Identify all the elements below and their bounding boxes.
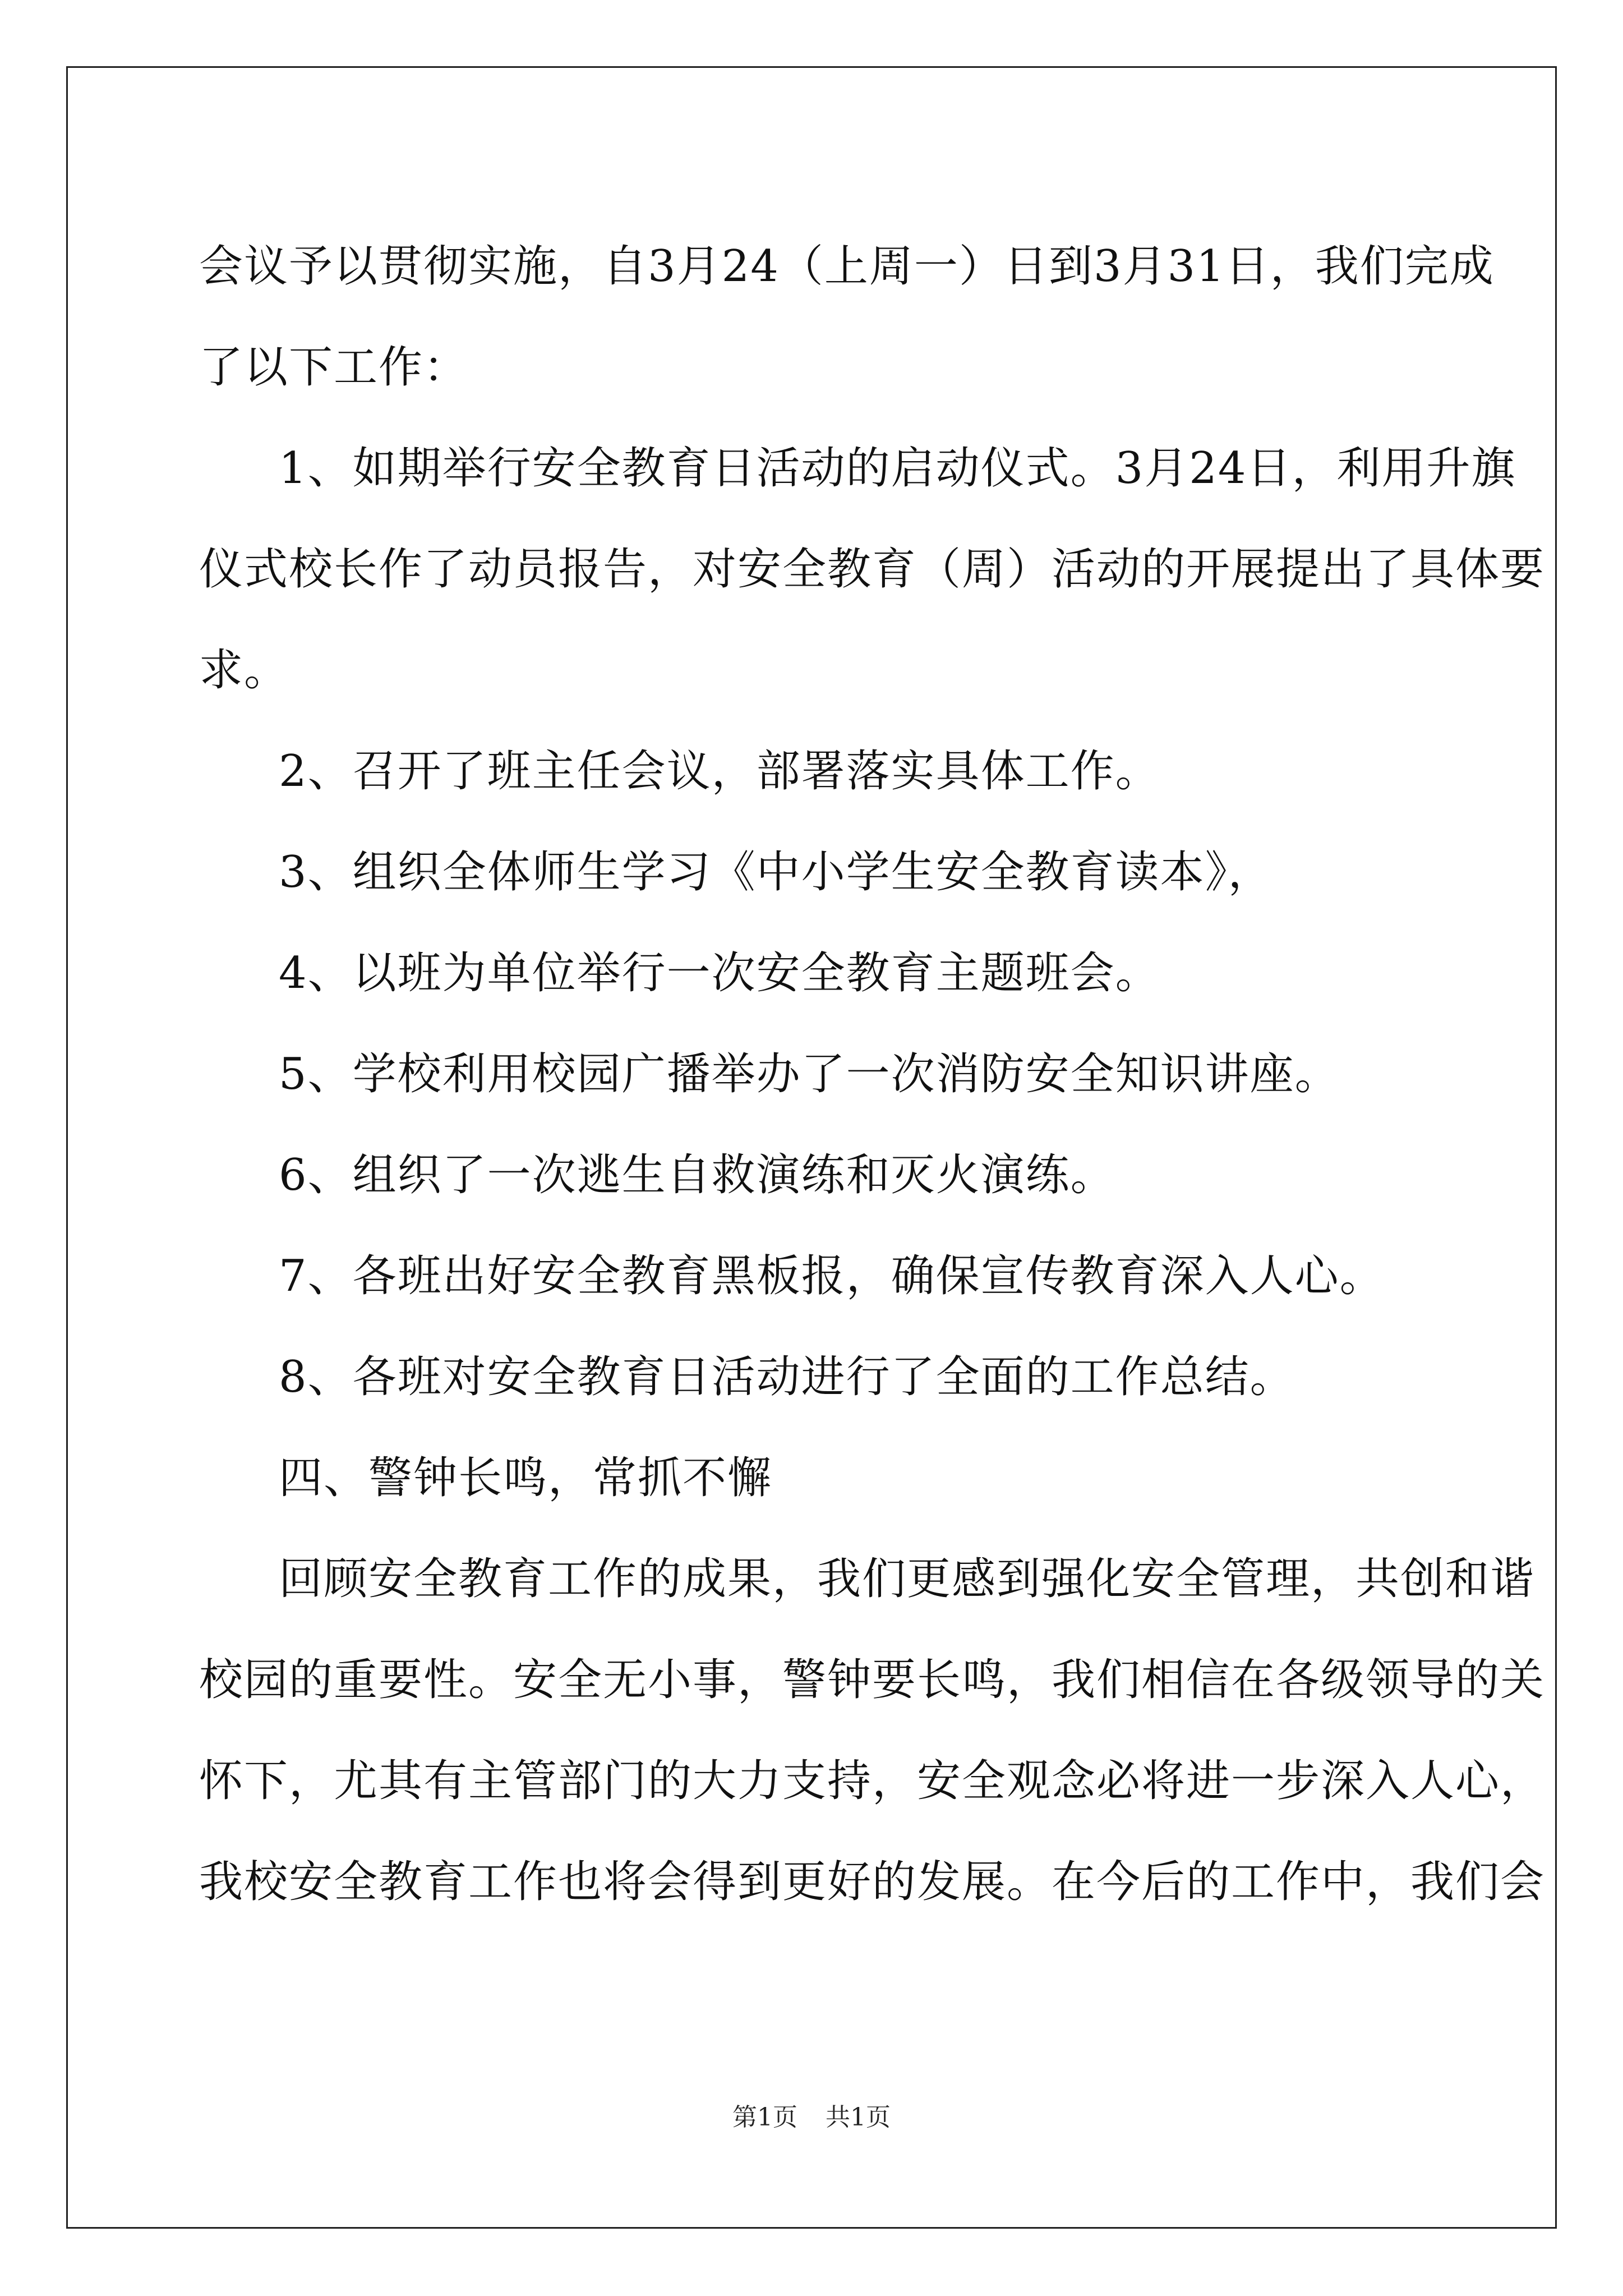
text-line-3: 1、如期举行安全教育日活动的启动仪式。3月24日，利用升旗 xyxy=(279,443,1516,494)
text-line-7: 3、组织全体师生学习《中小学生安全教育读本》， xyxy=(279,847,1273,898)
text-line-9: 5、学校利用校园广播举办了一次消防安全知识讲座。 xyxy=(279,1049,1340,1099)
text-line-8: 4、以班为单位举行一次安全教育主题班会。 xyxy=(279,948,1160,999)
text-line-2: 了以下工作： xyxy=(199,342,469,393)
page-footer xyxy=(0,2101,1623,2134)
section-heading: 四、警钟长鸣，常抓不懈 xyxy=(279,1453,773,1503)
text-line-11: 7、各班出好安全教育黑板报，确保宣传教育深入人心。 xyxy=(279,1251,1385,1301)
text-line-10: 6、组织了一次逃生自救演练和灭火演练。 xyxy=(279,1150,1115,1200)
document-body xyxy=(199,216,1546,1932)
text-line-15: 校园的重要性。安全无小事，警钟要长鸣，我们相信在各级领导的关 xyxy=(199,1655,1546,1705)
text-line-14: 回顾安全教育工作的成果，我们更感到强化安全管理，共创和谐 xyxy=(279,1554,1536,1604)
text-line-12: 8、各班对安全教育日活动进行了全面的工作总结。 xyxy=(279,1352,1295,1402)
page-number-current: 第1页 xyxy=(732,2103,797,2132)
page-number-total: 共1页 xyxy=(826,2103,891,2132)
text-line-17: 我校安全教育工作也将会得到更好的发展。在今后的工作中，我们会 xyxy=(199,1857,1546,1907)
text-line-4: 仪式校长作了动员报告，对安全教育（周）活动的开展提出了具体要 xyxy=(199,544,1546,595)
text-line-1: 会议予以贯彻实施，自3月24（上周一）日到3月31日，我们完成 xyxy=(199,241,1495,292)
text-line-6: 2、召开了班主任会议，部署落实具体工作。 xyxy=(279,746,1160,797)
text-line-5: 求。 xyxy=(199,645,289,696)
text-line-16: 怀下，尤其有主管部门的大力支持，安全观念必将进一步深入人心， xyxy=(199,1756,1546,1806)
